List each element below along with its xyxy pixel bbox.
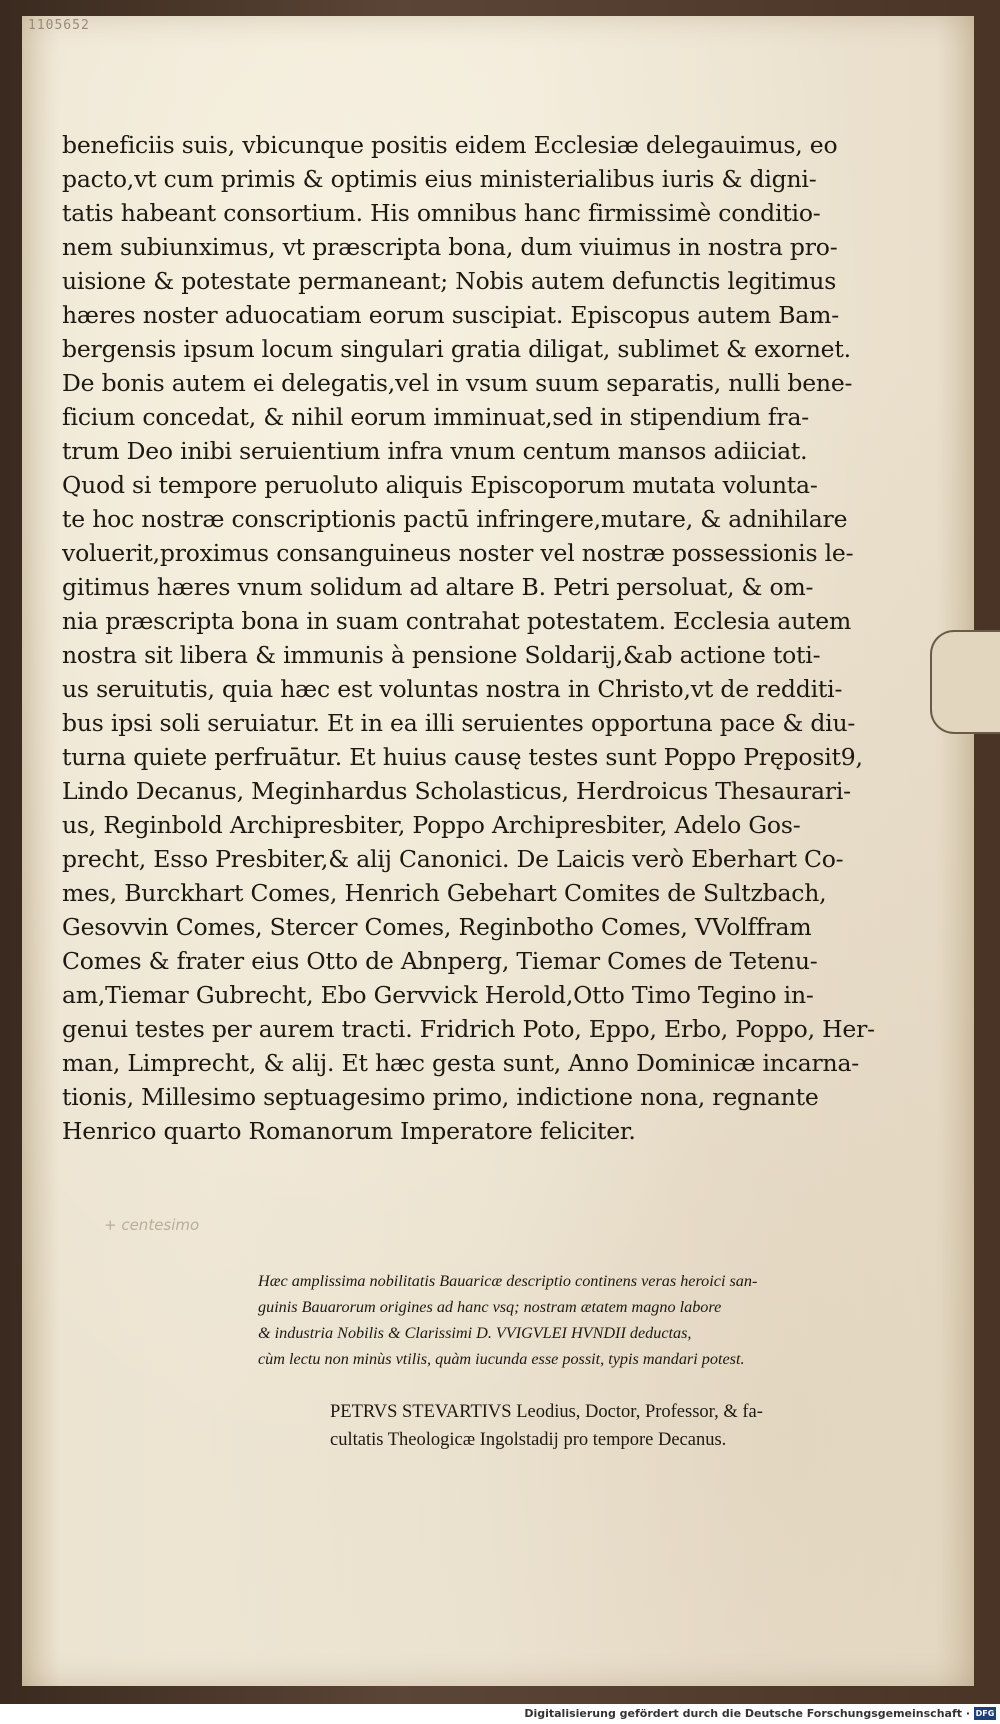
body-line: Lindo Decanus, Meginhardus Scholasticus, Herdroicus Thesaurari- (62, 777, 851, 805)
body-line: beneficiis suis, vbicunque positis eidem Ecclesiæ delegauimus, eo (62, 131, 838, 159)
body-line: hæres noster aduocatiam eorum suscipiat. Episcopus autem Bam- (62, 301, 839, 329)
body-line: turna quiete perfruātur. Et huius causę testes sunt Poppo Pręposit9, (62, 743, 863, 771)
body-line: nia præscripta bona in suam contrahat potestatem. Ecclesia autem (62, 607, 852, 635)
body-line: genui testes per aurem tracti. Fridrich Poto, Eppo, Erbo, Poppo, Her- (62, 1015, 875, 1043)
body-line: man, Limprecht, & alij. Et hæc gesta sunt, Anno Dominicæ incarna- (62, 1049, 860, 1077)
pencil-annotation: + centesimo (104, 1216, 200, 1234)
body-line: te hoc nostræ conscriptionis pactū infringere,mutare, & adnihilare (62, 505, 848, 533)
approbation-line: Hæc amplissima nobilitatis Bauaricæ descriptio continens veras heroici san- (258, 1272, 758, 1290)
body-line: Quod si tempore peruoluto aliquis Episcoporum mutata volunta- (62, 471, 818, 499)
book-clasp (930, 630, 1000, 734)
body-line: us, Reginbold Archipresbiter, Poppo Archipresbiter, Adelo Gos- (62, 811, 801, 839)
approbation-line: guinis Bauarorum origines ad hanc vsq; nostram ætatem magno labore (258, 1298, 722, 1316)
body-line: uisione & potestate permaneant; Nobis autem defunctis legitimus (62, 267, 837, 295)
body-line: gitimus hæres vnum solidum ad altare B. Petri persoluat, & om- (62, 573, 814, 601)
body-line: Gesovvin Comes, Stercer Comes, Reginbotho Comes, VVolffram (62, 913, 812, 941)
body-line: tionis, Millesimo septuagesimo primo, indictione nona, regnante (62, 1083, 819, 1111)
funding-credit: Digitalisierung gefördert durch die Deutsche Forschungsgemeinschaft · (524, 1707, 970, 1720)
body-line: precht, Esso Presbiter,& alij Canonici. De Laicis verò Eberhart Co- (62, 845, 844, 873)
body-line: ficium concedat, & nihil eorum imminuat,sed in stipendium fra- (62, 403, 810, 431)
dfg-logo-icon: DFG (975, 1709, 995, 1718)
book-page (22, 16, 974, 1686)
body-line: Henrico quarto Romanorum Imperatore feliciter. (62, 1117, 636, 1145)
body-line: am,Tiemar Gubrecht, Ebo Gervvick Herold,Otto Timo Tegino in- (62, 981, 814, 1009)
signature-line: cultatis Theologicæ Ingolstadij pro tempore Decanus. (330, 1430, 727, 1450)
body-line: bus ipsi soli seruiatur. Et in ea illi seruientes opportuna pace & diu- (62, 709, 856, 737)
body-line: Comes & frater eius Otto de Abnperg, Tiemar Comes de Tetenu- (62, 947, 818, 975)
body-line: pacto,vt cum primis & optimis eius ministerialibus iuris & digni- (62, 165, 817, 193)
body-line: tatis habeant consortium. His omnibus hanc firmissimè conditio- (62, 199, 821, 227)
approbation-line: & industria Nobilis & Clarissimi D. VVIGVLEI HVNDII deductas, (258, 1324, 692, 1342)
censor-signature (330, 1398, 930, 1454)
body-line: us seruitutis, quia hæc est voluntas nostra in Christo,vt de redditi- (62, 675, 843, 703)
footer-bar (0, 1704, 1000, 1724)
approbation-note (258, 1268, 898, 1372)
body-line: voluerit,proximus consanguineus noster vel nostræ possessionis le- (62, 539, 854, 567)
library-stamp: 1105652 (28, 18, 90, 33)
body-line: mes, Burckhart Comes, Henrich Gebehart Comites de Sultzbach, (62, 879, 827, 907)
body-line: trum Deo inibi seruientium infra vnum centum mansos adiiciat. (62, 437, 808, 465)
approbation-line: cùm lectu non minùs vtilis, quàm iucunda esse possit, typis mandari potest. (258, 1350, 745, 1368)
signature-line: PETRVS STEVARTIVS Leodius, Doctor, Professor, & fa- (330, 1402, 763, 1422)
body-line: bergensis ipsum locum singulari gratia diligat, sublimet & exornet. (62, 335, 851, 363)
body-line: nostra sit libera & immunis à pensione Soldarij,&ab actione toti- (62, 641, 821, 669)
body-line: nem subiunximus, vt præscripta bona, dum viuimus in nostra pro- (62, 233, 838, 261)
body-text (62, 128, 912, 1148)
body-line: De bonis autem ei delegatis,vel in vsum suum separatis, nulli bene- (62, 369, 853, 397)
